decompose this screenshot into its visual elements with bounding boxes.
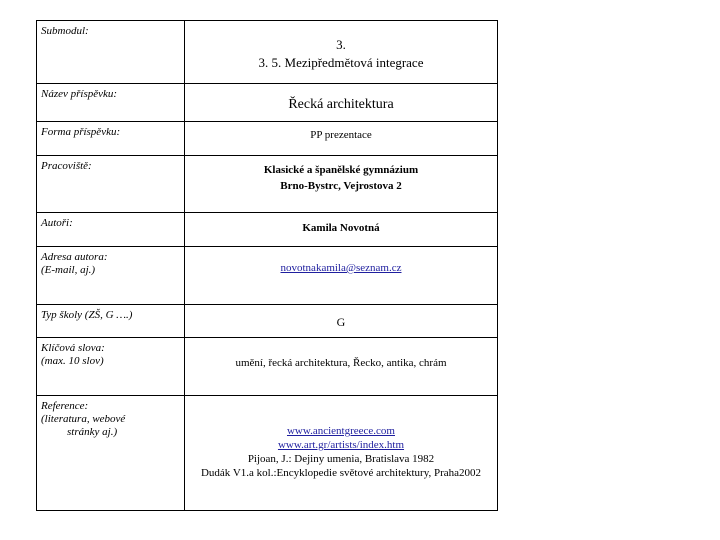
adresa-label-cell xyxy=(37,247,185,305)
row-pracoviste xyxy=(37,156,498,213)
autori-value-cell xyxy=(185,213,498,247)
metadata-form-table xyxy=(36,20,498,511)
klicova-slova-value-cell xyxy=(185,338,498,396)
row-autori xyxy=(37,213,498,247)
pracoviste-school: Klasické a španělské gymnázium xyxy=(263,164,419,176)
nazev-value: Řecká architektura xyxy=(288,97,394,112)
row-reference xyxy=(37,396,498,511)
row-submodul xyxy=(37,21,498,84)
reference-label-cell xyxy=(37,396,185,511)
reference-label-hint-1: (literatura, webové xyxy=(41,413,126,425)
forma-value: PP prezentace xyxy=(310,129,372,141)
row-forma xyxy=(37,122,498,156)
klicova-slova-label-hint: (max. 10 slov) xyxy=(41,355,104,367)
row-nazev xyxy=(37,84,498,122)
pracoviste-value-cell xyxy=(185,156,498,213)
submodul-title: 3. 5. Mezipředmětová integrace xyxy=(258,55,424,70)
nazev-value-cell xyxy=(185,84,498,122)
reference-value-cell xyxy=(185,396,498,511)
pracoviste-address: Brno-Bystrc, Vejrostova 2 xyxy=(280,180,402,192)
submodul-number: 3. xyxy=(336,37,346,52)
row-adresa xyxy=(37,247,498,305)
reference-label: Reference: xyxy=(41,400,89,412)
reference-book-dudak: Dudák V1.a kol.:Encyklopedie světové architektury, Praha2002 xyxy=(200,467,482,479)
pracoviste-label: Pracoviště: xyxy=(37,156,185,213)
submodul-label: Submodul: xyxy=(37,21,185,84)
typ-skoly-value-cell xyxy=(185,305,498,338)
klicova-slova-label-cell xyxy=(37,338,185,396)
forma-value-cell xyxy=(185,122,498,156)
reference-link-ancientgreece[interactable]: www.ancientgreece.com xyxy=(286,425,395,437)
adresa-value-cell xyxy=(185,247,498,305)
autori-label: Autoři: xyxy=(37,213,185,247)
klicova-slova-label: Klíčová slova: xyxy=(41,342,105,354)
row-klicova-slova xyxy=(37,338,498,396)
adresa-label: Adresa autora: xyxy=(41,251,108,263)
row-typ-skoly xyxy=(37,305,498,338)
reference-label-hint-2: stránky aj.) xyxy=(67,426,118,438)
klicova-slova-value: umění, řecká architektura, Řecko, antika, chrám xyxy=(235,357,447,369)
email-link[interactable]: novotnakamila@seznam.cz xyxy=(280,262,402,274)
submodul-value-cell xyxy=(185,21,498,84)
reference-book-pijoan: Pijoan, J.: Dejiny umenia, Bratislava 1982 xyxy=(247,453,435,465)
reference-link-art-gr[interactable]: www.art.gr/artists/index.htm xyxy=(277,439,405,451)
adresa-label-hint: (E-mail, aj.) xyxy=(41,264,96,276)
typ-skoly-value: G xyxy=(336,315,346,329)
autori-value: Kamila Novotná xyxy=(302,222,380,234)
typ-skoly-label: Typ školy (ZŠ, G ….) xyxy=(37,305,185,338)
nazev-label: Název příspěvku: xyxy=(37,84,185,122)
forma-label: Forma příspěvku: xyxy=(37,122,185,156)
